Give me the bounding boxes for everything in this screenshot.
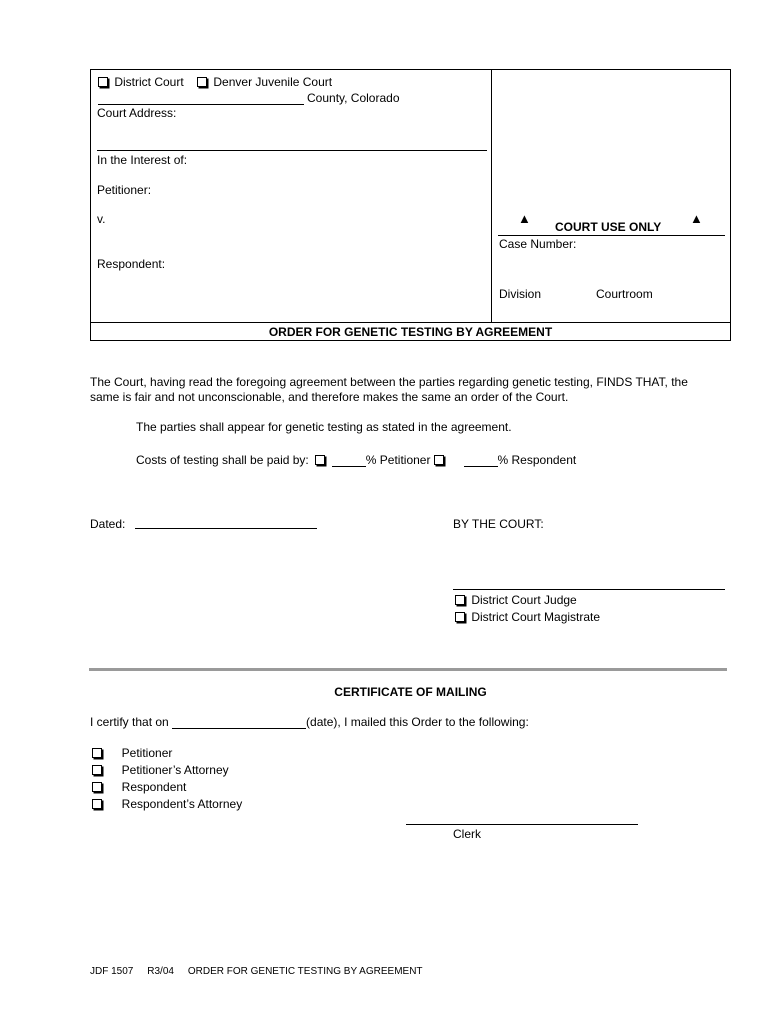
district-court-judge-checkbox[interactable] — [455, 595, 465, 605]
respondent-percent-field[interactable] — [464, 454, 498, 467]
court-use-divider — [498, 235, 725, 236]
judge-option-row — [455, 593, 577, 607]
county-suffix: County, Colorado — [307, 91, 400, 105]
mailing-date-field[interactable] — [172, 716, 306, 729]
respondent-label: Respondent: — [97, 257, 166, 271]
certify-prefix: I certify that on — [90, 715, 169, 729]
respondent-cost-checkbox[interactable] — [434, 455, 444, 465]
district-court-checkbox[interactable] — [98, 77, 108, 87]
costs-row — [136, 453, 576, 467]
up-triangle-icon: ▲ — [518, 211, 531, 226]
division-label: Division — [499, 287, 542, 301]
magistrate-option-row — [455, 610, 600, 624]
court-use-only-label: COURT USE ONLY — [555, 220, 662, 234]
versus-label: v. — [97, 212, 106, 226]
caption-divider-vertical — [491, 69, 492, 323]
findings-paragraph-line1: The Court, having read the foregoing agreement between the parties regarding genetic testing, FINDS THAT, the — [90, 375, 688, 389]
recipient-label: Petitioner’s Attorney — [121, 763, 229, 777]
caption-border-left — [90, 69, 91, 341]
courtroom-label: Courtroom — [596, 287, 653, 301]
judge-signature-line[interactable] — [453, 589, 725, 590]
form-number: JDF 1507 — [90, 966, 134, 977]
case-number-label: Case Number: — [499, 237, 577, 251]
form-title: ORDER FOR GENETIC TESTING BY AGREEMENT — [268, 325, 553, 339]
costs-prefix: Costs of testing shall be paid by: — [136, 453, 309, 467]
in-interest-label: In the Interest of: — [97, 153, 188, 167]
by-the-court-label: BY THE COURT: — [453, 517, 544, 531]
recipient-label: Respondent — [121, 780, 187, 794]
petitioner-percent-field[interactable] — [332, 454, 366, 467]
respondent-attorney-recipient-checkbox[interactable] — [92, 799, 102, 809]
recipient-item — [92, 763, 229, 777]
recipient-label: Petitioner — [121, 746, 173, 760]
caption-divider-title — [90, 322, 731, 323]
recipient-item — [92, 797, 242, 811]
denver-juvenile-court-label: Denver Juvenile Court — [213, 75, 333, 89]
petitioner-recipient-checkbox[interactable] — [92, 748, 102, 758]
court-address-label: Court Address: — [97, 106, 177, 120]
clerk-label: Clerk — [453, 827, 482, 841]
district-court-magistrate-label: District Court Magistrate — [471, 610, 601, 624]
up-triangle-icon: ▲ — [690, 211, 703, 226]
court-type-row — [98, 75, 332, 89]
costs-respondent-label: % Respondent — [497, 453, 577, 467]
findings-paragraph-line2: same is fair and not unconscionable, and therefore makes the same an order of the Court. — [90, 390, 569, 404]
caption-border-right — [730, 69, 731, 341]
recipient-item — [92, 780, 186, 794]
district-court-magistrate-checkbox[interactable] — [455, 612, 465, 622]
court-address-line[interactable] — [97, 150, 487, 151]
section-divider — [89, 668, 727, 671]
denver-juvenile-court-checkbox[interactable] — [197, 77, 207, 87]
footer-form-name: ORDER FOR GENETIC TESTING BY AGREEMENT — [187, 966, 423, 977]
form-revision: R3/04 — [147, 966, 174, 977]
recipient-label: Respondent’s Attorney — [121, 797, 243, 811]
dated-line[interactable] — [135, 528, 317, 529]
certify-suffix: (date), I mailed this Order to the following: — [306, 715, 529, 729]
clerk-signature-line[interactable] — [406, 824, 638, 825]
costs-petitioner-label: % Petitioner — [365, 453, 431, 467]
respondent-recipient-checkbox[interactable] — [92, 782, 102, 792]
dated-label: Dated: — [90, 517, 126, 531]
district-court-label: District Court — [114, 75, 184, 89]
petitioner-label: Petitioner: — [97, 183, 152, 197]
appear-text: The parties shall appear for genetic testing as stated in the agreement. — [136, 420, 512, 434]
recipient-item — [92, 746, 172, 760]
footer — [90, 966, 423, 977]
certificate-title: CERTIFICATE OF MAILING — [334, 685, 487, 699]
county-blank-line[interactable] — [98, 104, 304, 105]
district-court-judge-label: District Court Judge — [471, 593, 577, 607]
petitioner-attorney-recipient-checkbox[interactable] — [92, 765, 102, 775]
certify-row — [90, 715, 529, 729]
caption-border-top — [90, 69, 731, 70]
caption-border-bottom — [90, 340, 731, 341]
petitioner-cost-checkbox[interactable] — [315, 455, 325, 465]
